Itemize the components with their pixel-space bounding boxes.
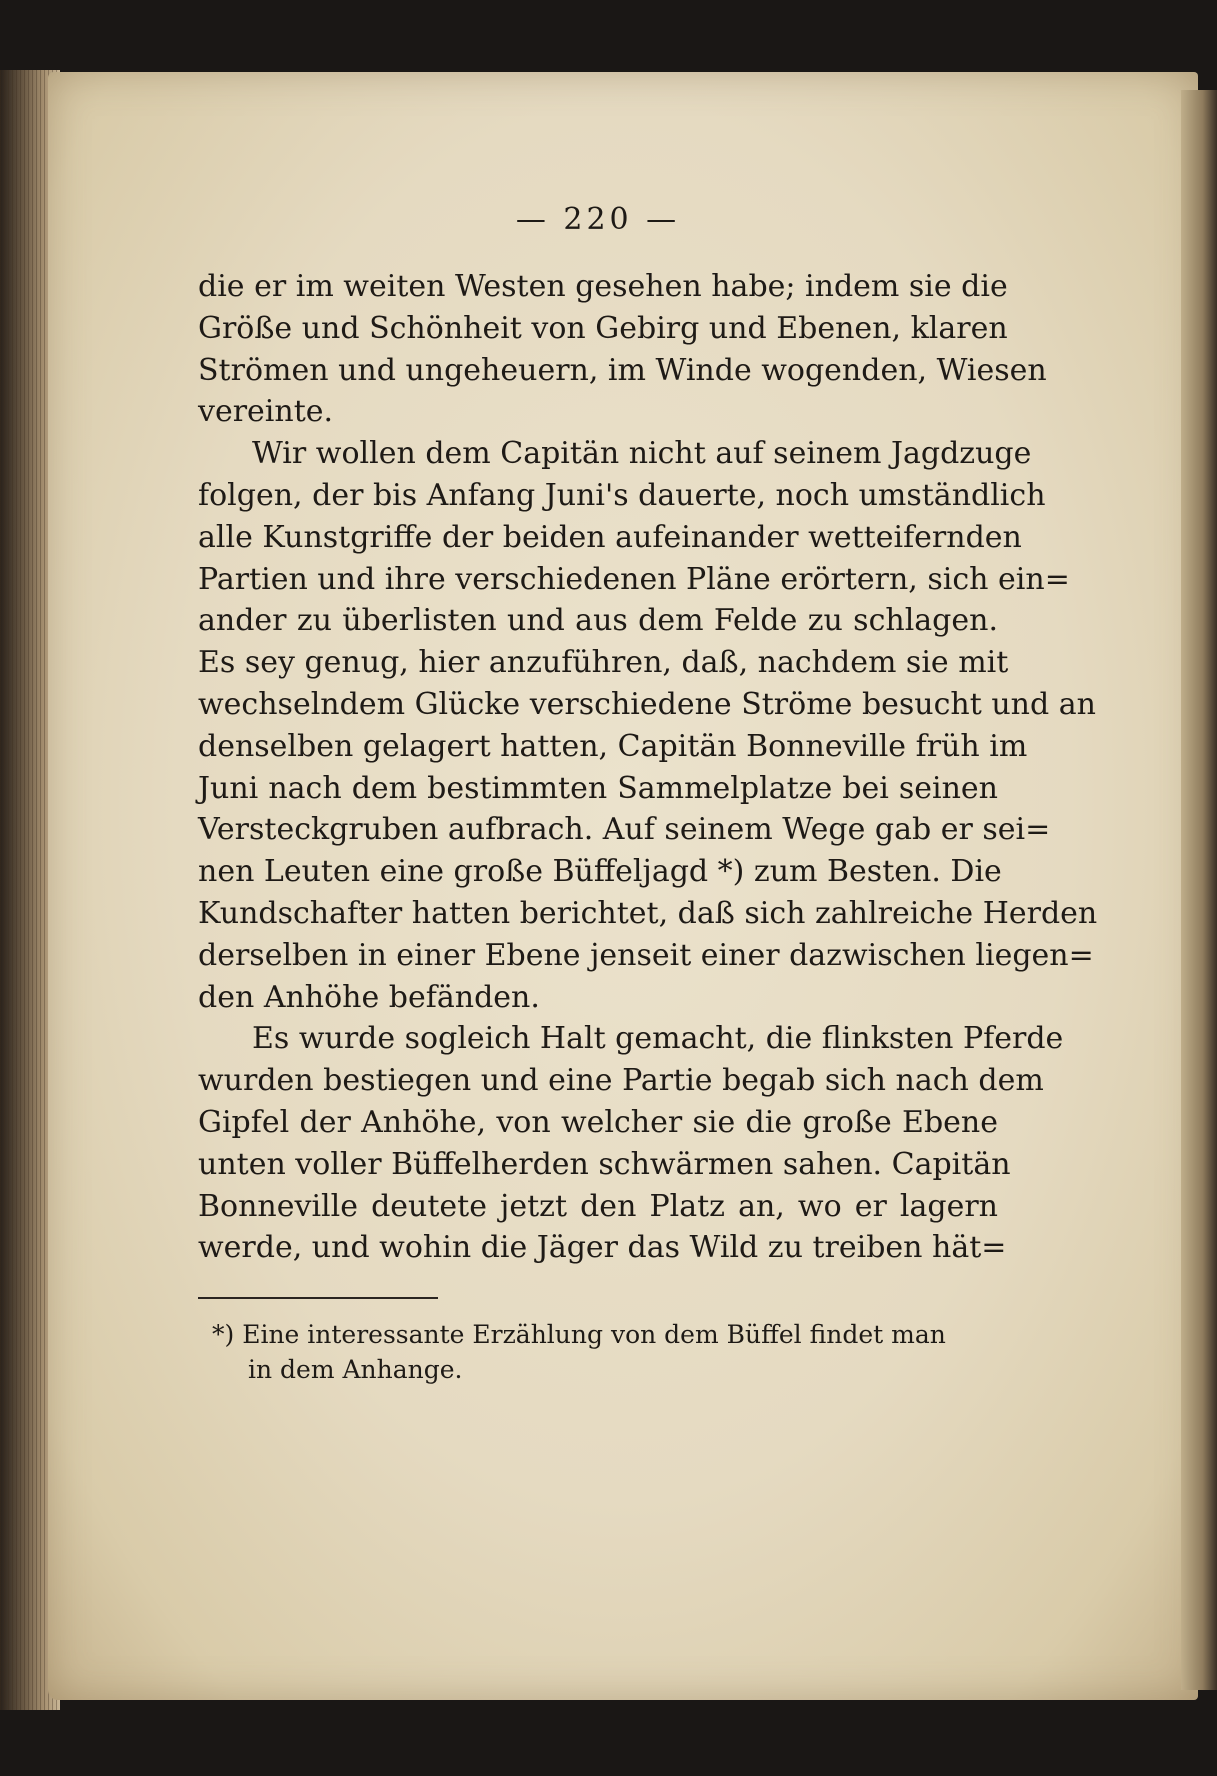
text-line: Versteckgruben aufbrach. Auf seinem Wege gab er sei= xyxy=(198,812,1051,848)
text-line: Juni nach dem bestimmten Sammelplatze bei seinen xyxy=(198,770,998,806)
text-line: nen Leuten eine große Büffeljagd *) zum Besten. Die xyxy=(198,854,1002,890)
text-line: Partien und ihre verschiedenen Pläne erörtern, sich ein= xyxy=(198,561,1070,597)
text-line: alle Kunstgriffe der beiden aufeinander wetteifernden xyxy=(198,519,1022,555)
page-number: — 220 — xyxy=(515,202,681,237)
text-line: die er im weiten Westen gesehen habe; indem sie die xyxy=(198,269,1008,304)
body-text xyxy=(198,266,1098,1269)
text-line: Wir wollen dem Capitän nicht auf seinem Jagdzuge xyxy=(252,436,1032,472)
text-line: Strömen und ungeheuern, im Winde wogenden, Wiesen xyxy=(198,352,1047,388)
text-line: Es sey genug, hier anzuführen, daß, nachdem sie mit xyxy=(198,645,1009,681)
book-gutter xyxy=(1181,90,1217,1690)
text-line: Kundschafter hatten berichtet, daß sich zahlreiche Herden xyxy=(198,895,1098,931)
text-line: Es wurde sogleich Halt gemacht, die flinksten Pferde xyxy=(252,1021,1064,1057)
footnote-rule xyxy=(198,1297,438,1299)
text-line: unten voller Büffelherden schwärmen sahen. Capitän xyxy=(198,1146,1011,1182)
footnote-line: *) Eine interessante Erzählung von dem Büffel findet man xyxy=(212,1320,946,1350)
text-line: wurden bestiegen und eine Partie begab sich nach dem xyxy=(198,1063,1044,1099)
text-line: ander zu überlisten und aus dem Felde zu schlagen. xyxy=(198,603,998,639)
page-content xyxy=(198,200,1098,1387)
text-line: Bonneville deutete jetzt den Platz an, wo er lagern xyxy=(198,1188,998,1224)
text-line: werde, und wohin die Jäger das Wild zu treiben hät= xyxy=(198,1230,1007,1266)
text-line: wechselndem Glücke verschiedene Ströme besucht und an xyxy=(198,686,1096,722)
text-line: folgen, der bis Anfang Juni's dauerte, noch umständlich xyxy=(198,477,1046,513)
footnote xyxy=(198,1317,998,1387)
text-line: den Anhöhe befänden. xyxy=(198,979,540,1015)
text-line: Gipfel der Anhöhe, von welcher sie die große Ebene xyxy=(198,1104,998,1140)
text-line: derselben in einer Ebene jenseit einer dazwischen liegen= xyxy=(198,937,1094,973)
footnote-line: in dem Anhange. xyxy=(248,1355,463,1385)
text-line: denselben gelagert hatten, Capitän Bonneville früh im xyxy=(198,728,1028,764)
text-line: Größe und Schönheit von Gebirg und Ebenen, klaren xyxy=(198,310,1008,346)
text-line: vereinte. xyxy=(198,394,334,430)
